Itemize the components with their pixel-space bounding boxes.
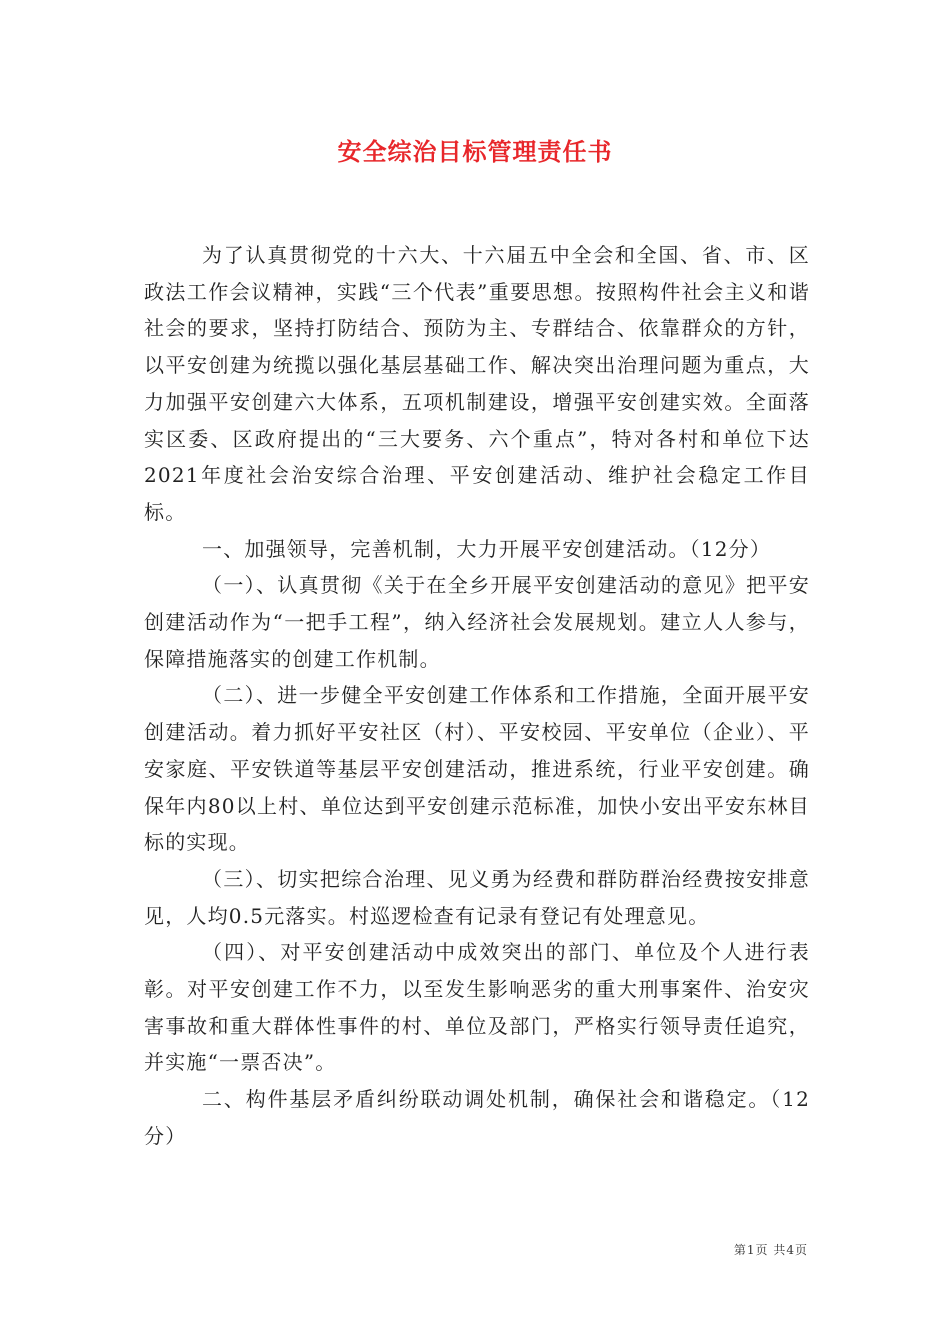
section-heading-1: 一、加强领导，完善机制，大力开展平安创建活动。（12分） bbox=[202, 536, 772, 561]
document-title: 安全综治目标管理责任书 bbox=[337, 137, 613, 166]
paragraph-item-3: （三）、切实把综合治理、见义勇为经费和群防群治经费按安排意见，人均0.5元落实。村巡逻检查有记录有登记有处理意见。 bbox=[144, 866, 810, 928]
document-body bbox=[144, 237, 810, 1155]
paragraph-item-4: （四）、对平安创建活动中成效突出的部门、单位及个人进行表彰。对平安创建工作不力，以至发生影响恶劣的重大刑事案件、治安灾害事故和重大群体性事件的村、单位及部门，严格实行领导责任追究，并实施“一票否决”。 bbox=[144, 940, 810, 1075]
section-heading-2: 二、构件基层矛盾纠纷联动调处机制，确保社会和谐稳定。（12分） bbox=[144, 1087, 810, 1148]
paragraph-item-2: （二）、进一步健全平安创建工作体系和工作措施，全面开展平安创建活动。着力抓好平安社区（村）、平安校园、平安单位（企业）、平安家庭、平安铁道等基层平安创建活动，推进系统，行业平安创建。确保年内80以上村、单位达到平安创建示范标准，加快小安出平安东林目标的实现。 bbox=[144, 683, 810, 855]
paragraph-intro: 为了认真贯彻党的十六大、十六届五中全会和全国、省、市、区政法工作会议精神，实践“三个代表”重要思想。按照构件社会主义和谐社会的要求，坚持打防结合、预防为主、专群结合、依靠群众的方针，以平安创建为统揽以强化基层基础工作、解决突出治理问题为重点，大力加强平安创建六大体系，五项机制建设，增强平安创建实效。全面落实区委、区政府提出的“三大要务、六个重点”，特对各村和单位下达2021年度社会治安综合治理、平安创建活动、维护社会稳定工作目标。 bbox=[144, 243, 810, 524]
page-number-footer: 第1页 共4页 bbox=[733, 1243, 808, 1257]
paragraph-item-1: （一）、认真贯彻《关于在全乡开展平安创建活动的意见》把平安创建活动作为“一把手工程”，纳入经济社会发展规划。建立人人参与，保障措施落实的创建工作机制。 bbox=[144, 573, 810, 671]
